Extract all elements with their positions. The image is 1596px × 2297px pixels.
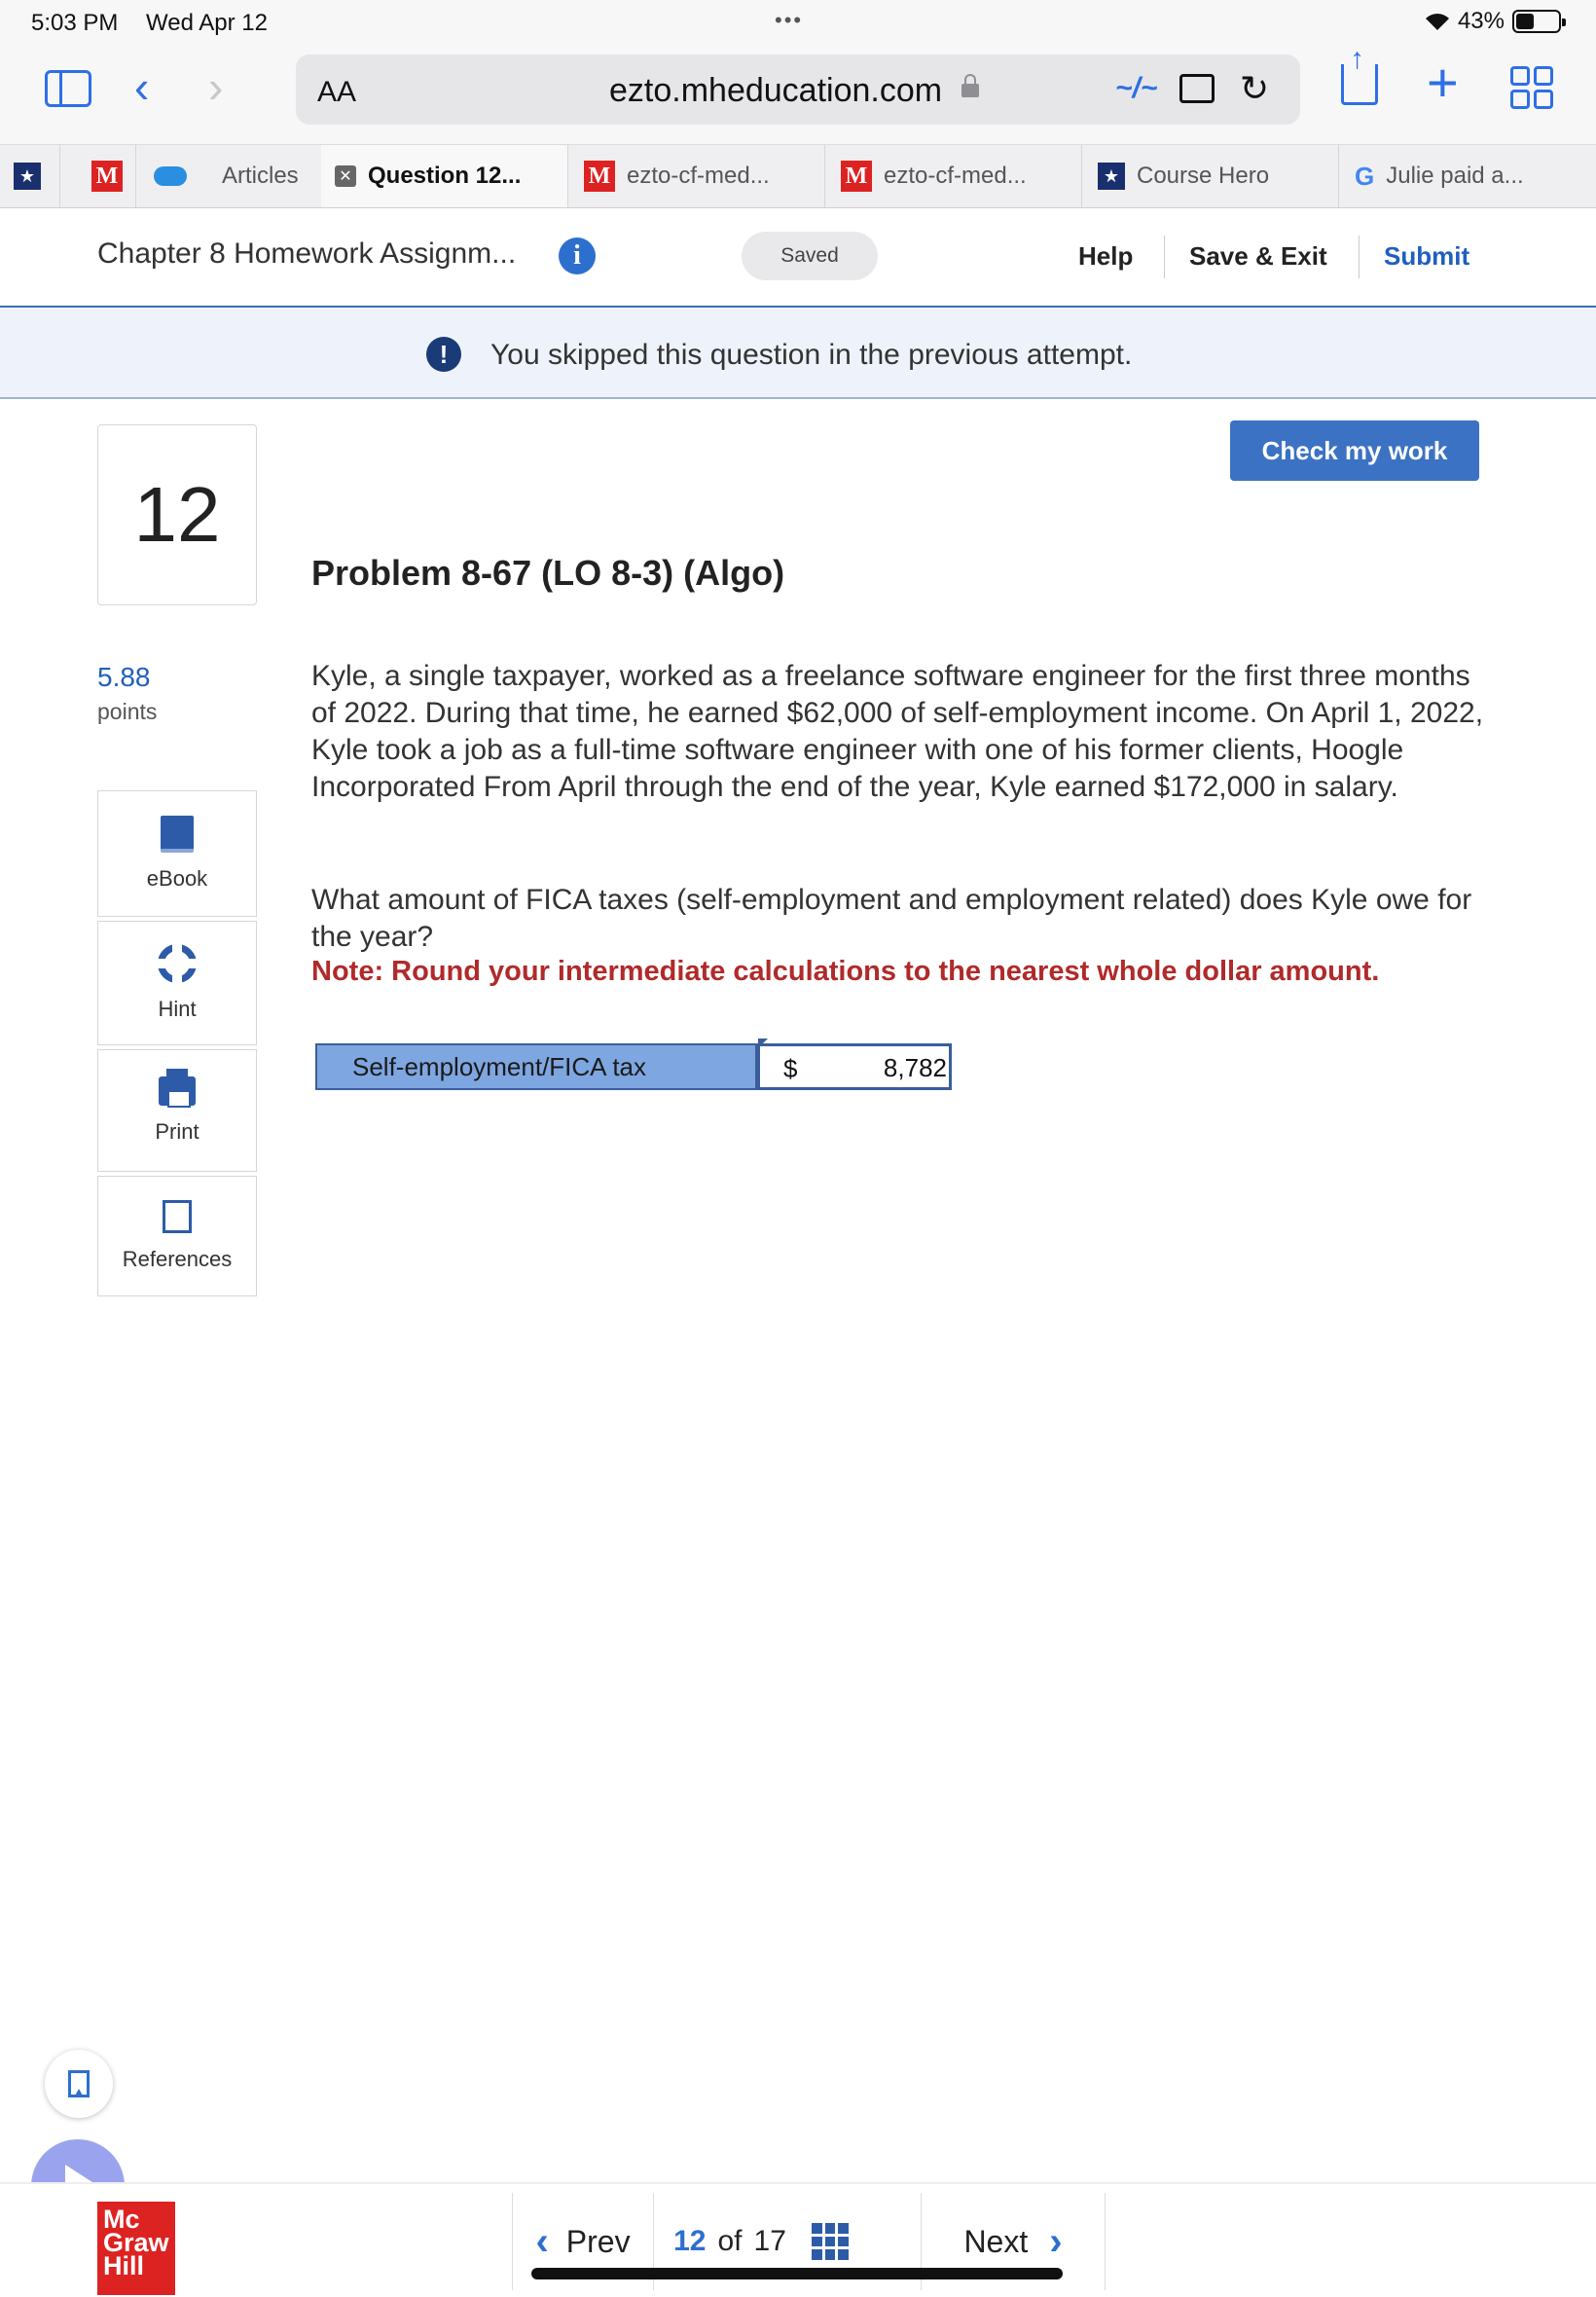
answer-cell[interactable] — [757, 1043, 952, 1090]
status-bar — [0, 0, 1596, 43]
page-indicator[interactable] — [654, 2223, 868, 2260]
problem-body: Kyle, a single taxpayer, worked as a freelance software engineer for the first three months of 2022. During that time, he earned $62,000 of self-employment income. On April 1, 2022, Kyle took a job as a full-time software engineer with one of his former clients, Hoogle Incorporated From April through the end of the year, Kyle earned $172,000 in salary. — [311, 660, 1484, 803]
bookmark-icon — [68, 2070, 90, 2097]
close-tab-icon[interactable]: ✕ — [335, 165, 356, 187]
book-icon — [161, 816, 194, 853]
lock-icon — [961, 84, 979, 97]
tab-course-hero[interactable] — [1084, 145, 1339, 207]
reader-aa-button[interactable]: AA — [317, 76, 357, 108]
info-icon[interactable]: i — [559, 237, 596, 274]
status-date: Wed Apr 12 — [146, 10, 268, 36]
next-label: Next — [963, 2223, 1029, 2259]
points-label: points — [97, 699, 158, 724]
tab-label: ezto-cf-med... — [884, 163, 1027, 189]
bookmark-question-button[interactable] — [45, 2050, 113, 2118]
tab-articles[interactable] — [208, 145, 317, 207]
header-divider — [1164, 236, 1165, 278]
tab-ezto-2[interactable] — [827, 145, 1082, 207]
total-pages: 17 — [753, 2225, 786, 2257]
copy-icon — [163, 1200, 192, 1233]
tab-label: Articles — [222, 163, 299, 189]
save-exit-link[interactable]: Save & Exit — [1189, 241, 1327, 271]
google-g-icon: G — [1355, 161, 1375, 191]
battery-icon — [1512, 10, 1561, 33]
tab-label: Julie paid a... — [1386, 163, 1524, 189]
references-button[interactable] — [97, 1176, 257, 1296]
home-indicator[interactable] — [531, 2268, 1063, 2279]
print-button[interactable] — [97, 1049, 257, 1172]
assignment-title: Chapter 8 Homework Assignm... — [97, 237, 517, 270]
status-right — [1425, 8, 1561, 35]
pagination — [512, 2184, 1106, 2297]
answer-table-row — [315, 1043, 952, 1090]
tool-label: Print — [155, 1119, 200, 1144]
tool-label: References — [122, 1247, 233, 1271]
url-text[interactable]: ezto.mheducation.com — [609, 72, 943, 109]
bookmark-favorites[interactable] — [0, 145, 60, 207]
tab-google[interactable] — [1341, 145, 1596, 207]
share-icon[interactable] — [1341, 64, 1378, 105]
assignment-header — [0, 208, 1596, 308]
problem-title: Problem 8-67 (LO 8-3) (Algo) — [311, 553, 785, 593]
star-icon: ★ — [1098, 163, 1125, 190]
mcgraw-m-icon: M — [91, 161, 123, 192]
tab-label: Course Hero — [1137, 163, 1270, 189]
currency-symbol: $ — [783, 1054, 798, 1083]
status-time: 5:03 PM — [31, 10, 119, 36]
extension-box-icon[interactable] — [1179, 74, 1215, 103]
lifebuoy-icon — [158, 944, 197, 983]
star-icon: ★ — [14, 163, 41, 190]
extension-wave-icon[interactable]: ~/~ — [1115, 72, 1158, 104]
mcgraw-m-icon: M — [584, 161, 615, 192]
points-value: 5.88 — [97, 662, 151, 692]
check-my-work-button[interactable]: Check my work — [1230, 420, 1479, 481]
bookmark-cloud[interactable] — [140, 145, 199, 207]
back-chevron-icon[interactable]: ‹ — [134, 61, 150, 112]
ebook-button[interactable] — [97, 790, 257, 917]
prev-label: Prev — [565, 2223, 631, 2259]
footer-nav — [0, 2182, 1596, 2297]
mcgraw-m-icon: M — [841, 161, 872, 192]
tab-bar — [0, 144, 1596, 208]
sidebar-toggle-icon[interactable] — [45, 70, 91, 107]
new-tab-plus-icon[interactable]: + — [1427, 52, 1459, 113]
help-link[interactable]: Help — [1078, 241, 1134, 271]
banner-text: You skipped this question in the previous attempt. — [490, 339, 1133, 371]
battery-percent: 43% — [1457, 8, 1505, 34]
question-prompt: What amount of FICA taxes (self-employment and employment related) does Kyle owe for the year? — [311, 884, 1472, 953]
cloud-icon — [154, 166, 187, 186]
tab-ezto-1[interactable] — [570, 145, 825, 207]
answer-label: Self-employment/FICA tax — [315, 1043, 757, 1090]
submit-link[interactable]: Submit — [1384, 241, 1470, 271]
grid-icon[interactable] — [812, 2223, 849, 2260]
fica-tax-input[interactable] — [818, 1050, 947, 1085]
tool-label: Hint — [158, 997, 197, 1021]
address-bar[interactable] — [296, 55, 1300, 125]
chevron-left-icon: ‹ — [535, 2219, 549, 2263]
tab-question-12[interactable] — [321, 145, 568, 207]
tab-label: Question 12... — [368, 163, 522, 189]
header-divider — [1359, 236, 1360, 278]
hint-button[interactable] — [97, 921, 257, 1045]
bookmark-mcgraw[interactable] — [78, 145, 136, 207]
question-number: 12 — [97, 424, 257, 605]
of-label: of — [717, 2225, 743, 2257]
mcgraw-hill-logo: Mc Graw Hill — [97, 2202, 175, 2295]
chevron-right-icon: › — [1049, 2219, 1063, 2263]
skipped-banner — [0, 308, 1596, 399]
battery-fill — [1516, 14, 1534, 29]
tab-overview-icon[interactable] — [1510, 66, 1553, 109]
printer-icon — [159, 1076, 196, 1106]
current-page: 12 — [673, 2225, 707, 2257]
reload-icon[interactable]: ↻ — [1240, 68, 1270, 108]
forward-chevron-icon[interactable]: › — [208, 61, 224, 112]
tab-label: ezto-cf-med... — [627, 163, 770, 189]
browser-toolbar — [0, 43, 1596, 144]
wifi-icon — [1425, 12, 1450, 31]
multitasking-dots-icon[interactable]: ••• — [775, 8, 804, 32]
saved-status-badge: Saved — [742, 232, 878, 280]
alert-icon: ! — [426, 337, 461, 372]
battery-cap — [1562, 18, 1566, 26]
rounding-note: Note: Round your intermediate calculations to the nearest whole dollar amount. — [311, 956, 1380, 987]
tool-label: eBook — [146, 866, 208, 891]
